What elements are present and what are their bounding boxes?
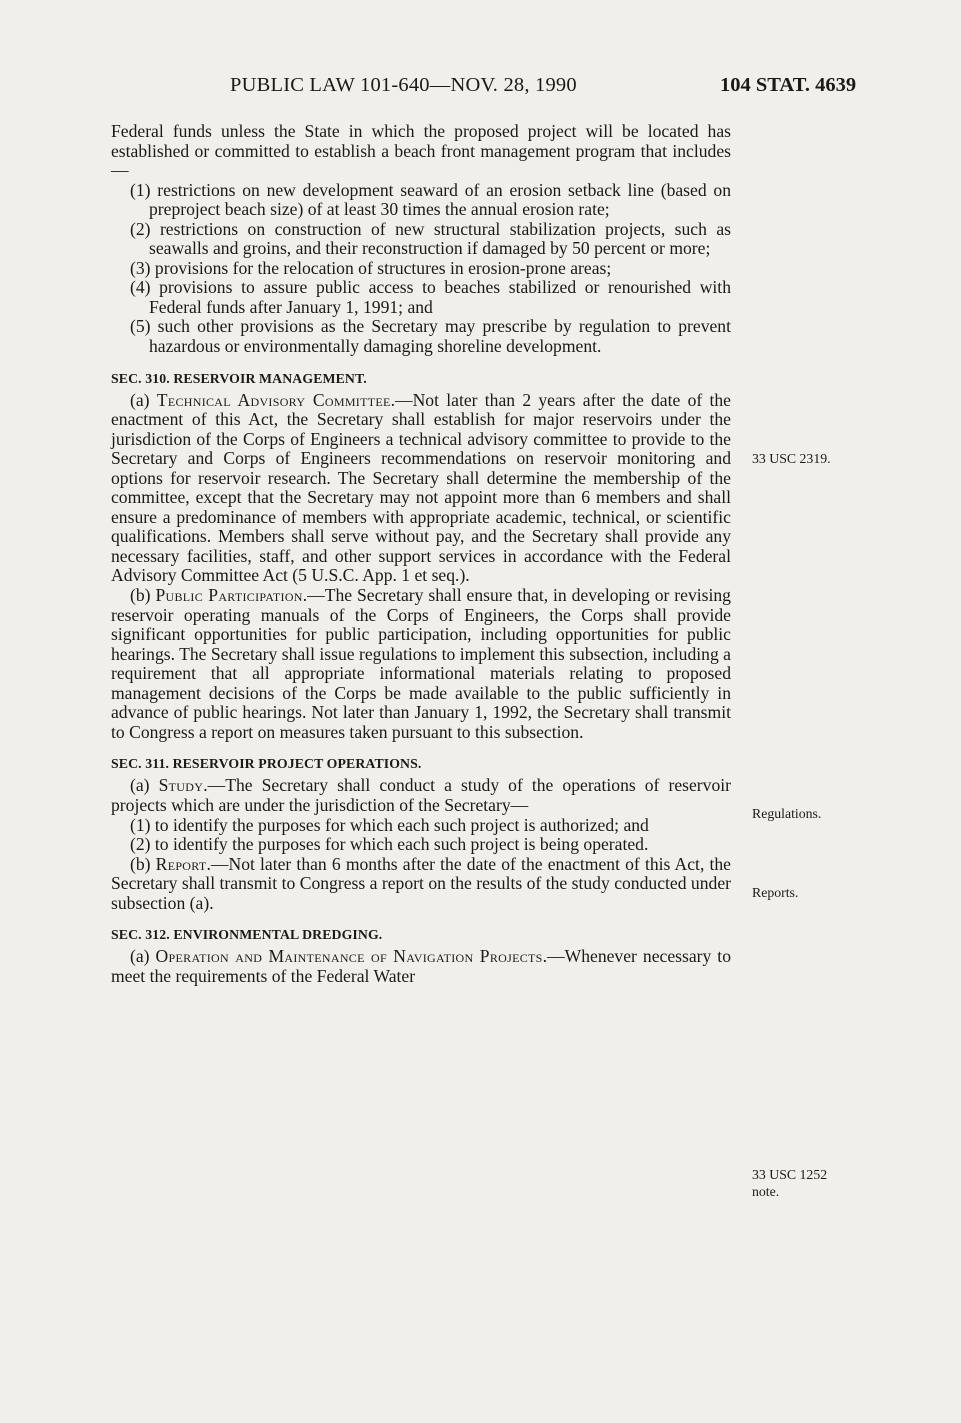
subsection-label: (a) (130, 775, 150, 796)
subsection-text: .—Not later than 6 months after the date of the enactment of this Act, the Secretary shall transmit to Congress a report on the results of the study conducted under subsection (a). (111, 853, 731, 913)
header-title: PUBLIC LAW 101-640—NOV. 28, 1990 (230, 74, 577, 96)
list-item: (5) such other provisions as the Secretary may prescribe by regulation to prevent hazardous or environmentally damaging shoreline development. (130, 316, 731, 357)
margin-note-usc-2319: 33 USC 2319. (752, 451, 831, 466)
margin-note-reports: Reports. (752, 885, 799, 900)
subsection-311-b (111, 855, 731, 914)
subsection-text: .—Not later than 2 years after the date of the enactment of this Act, the Secretary shall establish for major reservoirs under the jurisdiction of the Corps of Engineers a technical advisory committee to provide to the Secretary and Corps of Engineers recommendations on reservoir monitoring and options for reservoir research. The Secretary shall determine the membership of the committee, except that the Secretary may not appoint more than 6 members and shall ensure a predominance of members with appropriate academic, technical, or scientific qualifications. Members shall serve without pay, and the Secretary shall provide any necessary facilities, staff, and other support services in accordance with the Federal Advisory Committee Act (5 U.S.C. App. 1 et seq.). (111, 389, 731, 586)
subsection-title: Report (155, 853, 207, 874)
subsection-312-a (111, 947, 731, 986)
margin-note-usc-1252-note: note. (752, 1184, 780, 1199)
subsection-title: Operation and Maintenance of Navigation Projects (155, 946, 543, 967)
section-heading-311: SEC. 311. RESERVOIR PROJECT OPERATIONS. (111, 756, 422, 772)
list-item: (2) restrictions on construction of new structural stabilization projects, such as seawalls and groins, and their reconstruction if damaged by 50 percent or more; (130, 218, 731, 259)
subsection-title: Public Participation (155, 585, 303, 606)
list-item: (4) provisions to assure public access to beaches stabilized or renourished with Federal funds after January 1, 1991; and (130, 277, 731, 317)
subsection-label: (b) (130, 853, 151, 874)
subsection-text: .—The Secretary shall ensure that, in developing or revising reservoir operating manuals of the Corps of Engineers, the Corps shall provide significant opportunities for public participation, including opportunities for public hearings. The Secretary shall issue regulations to implement this subsection, including a requirement that all appropriate informational materials relating to proposed management decisions of the Corps be made available to the public sufficiently in advance of public hearings. Not later than January 1, 1992, the Secretary shall transmit to Congress a report on measures taken pursuant to this subsection. (111, 585, 731, 742)
subsection-label: (a) (130, 946, 150, 967)
subsection-text: .—Whenever necessary to meet the requirements of the Federal Water (111, 946, 731, 986)
subsection-label: (b) (130, 585, 151, 606)
section-heading-312: SEC. 312. ENVIRONMENTAL DREDGING. (111, 927, 383, 943)
intro-paragraph: Federal funds unless the State in which the proposed project will be located has established or committed to establish a beach front management program that includes— (111, 121, 731, 181)
subsection-title: Technical Advisory Committee (156, 389, 391, 410)
page-header (0, 74, 961, 104)
margin-note-usc-1252: 33 USC 1252 (752, 1167, 828, 1182)
list-item: (1) restrictions on new development seaward of an erosion setback line (based on preproject beach size) of at least 30 times the annual erosion rate; (130, 179, 731, 220)
list-item: (2) to identify the purposes for which each such project is being operated. (130, 834, 649, 855)
subsection-310-b (111, 586, 731, 742)
list-item: (3) provisions for the relocation of structures in erosion-prone areas; (130, 257, 612, 278)
subsection-text: .—The Secretary shall conduct a study of the operations of reservoir projects which are under the jurisdiction of the Secretary— (111, 775, 731, 815)
body-text (111, 122, 731, 986)
subsection-311-a (111, 776, 731, 815)
list-item: (1) to identify the purposes for which each such project is authorized; and (130, 814, 649, 835)
subsection-title: Study (158, 775, 204, 796)
margin-note-regulations: Regulations. (752, 806, 822, 821)
header-stat-citation: 104 STAT. 4639 (720, 74, 857, 96)
subsection-310-a (111, 391, 731, 586)
subsection-label: (a) (130, 389, 150, 410)
section-heading-310: SEC. 310. RESERVOIR MANAGEMENT. (111, 370, 367, 386)
